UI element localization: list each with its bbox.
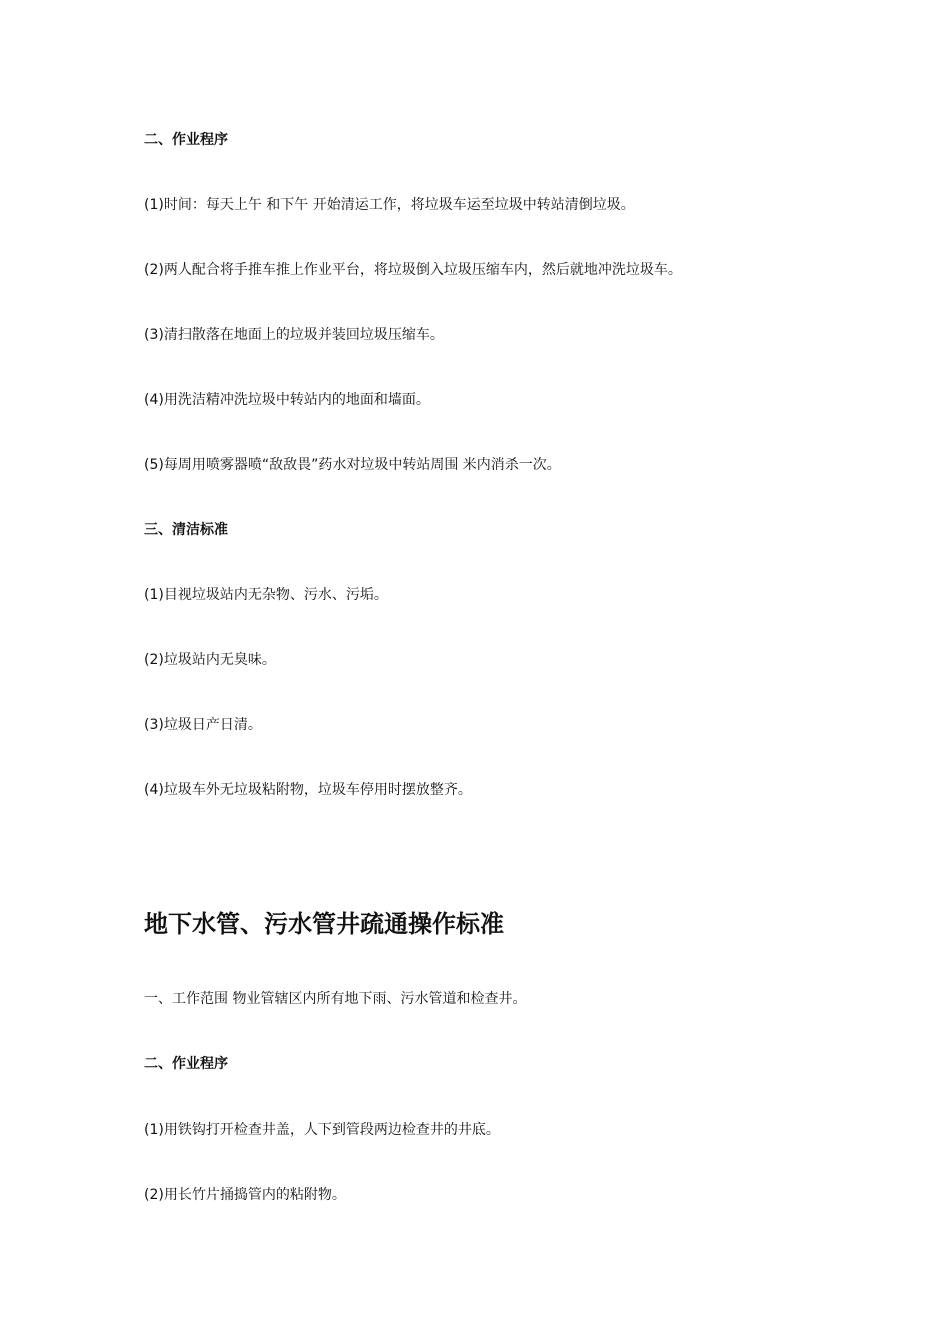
procedure-step-3: (3)清扫散落在地面上的垃圾并装回垃圾压缩车。: [144, 327, 444, 343]
standard-item-3: (3)垃圾日产日清。: [144, 717, 262, 733]
standard-item-1: (1)目视垃圾站内无杂物、污水、污垢。: [144, 587, 388, 603]
procedure-step-4: (4)用洗洁精冲洗垃圾中转站内的地面和墙面。: [144, 392, 430, 408]
section-heading-procedure-2: 二、作业程序: [144, 1056, 228, 1072]
document-title: 地下水管、污水管井疏通操作标准: [144, 910, 504, 938]
procedure-step-1: (1)时间：每天上午 和下午 开始清运工作，将垃圾车运至垃圾中转站清倒垃圾。: [144, 197, 635, 213]
procedure-step-5: (5)每周用喷雾器喷“敌敌畏”药水对垃圾中转站周围 米内消杀一次。: [144, 457, 561, 473]
procedure-step-2: (2)两人配合将手推车推上作业平台，将垃圾倒入垃圾压缩车内，然后就地冲洗垃圾车。: [144, 262, 682, 278]
procedure2-step-2: (2)用长竹片捅捣管内的粘附物。: [144, 1187, 346, 1203]
procedure2-step-1: (1)用铁钩打开检查井盖，人下到管段两边检查井的井底。: [144, 1122, 500, 1138]
section-heading-standard: 三、清洁标准: [144, 522, 228, 538]
section-heading-procedure: 二、作业程序: [144, 132, 228, 148]
standard-item-2: (2)垃圾站内无臭味。: [144, 652, 276, 668]
standard-item-4: (4)垃圾车外无垃圾粘附物，垃圾车停用时摆放整齐。: [144, 782, 472, 798]
work-scope: 一、工作范围 物业管辖区内所有地下雨、污水管道和检查井。: [144, 991, 527, 1007]
